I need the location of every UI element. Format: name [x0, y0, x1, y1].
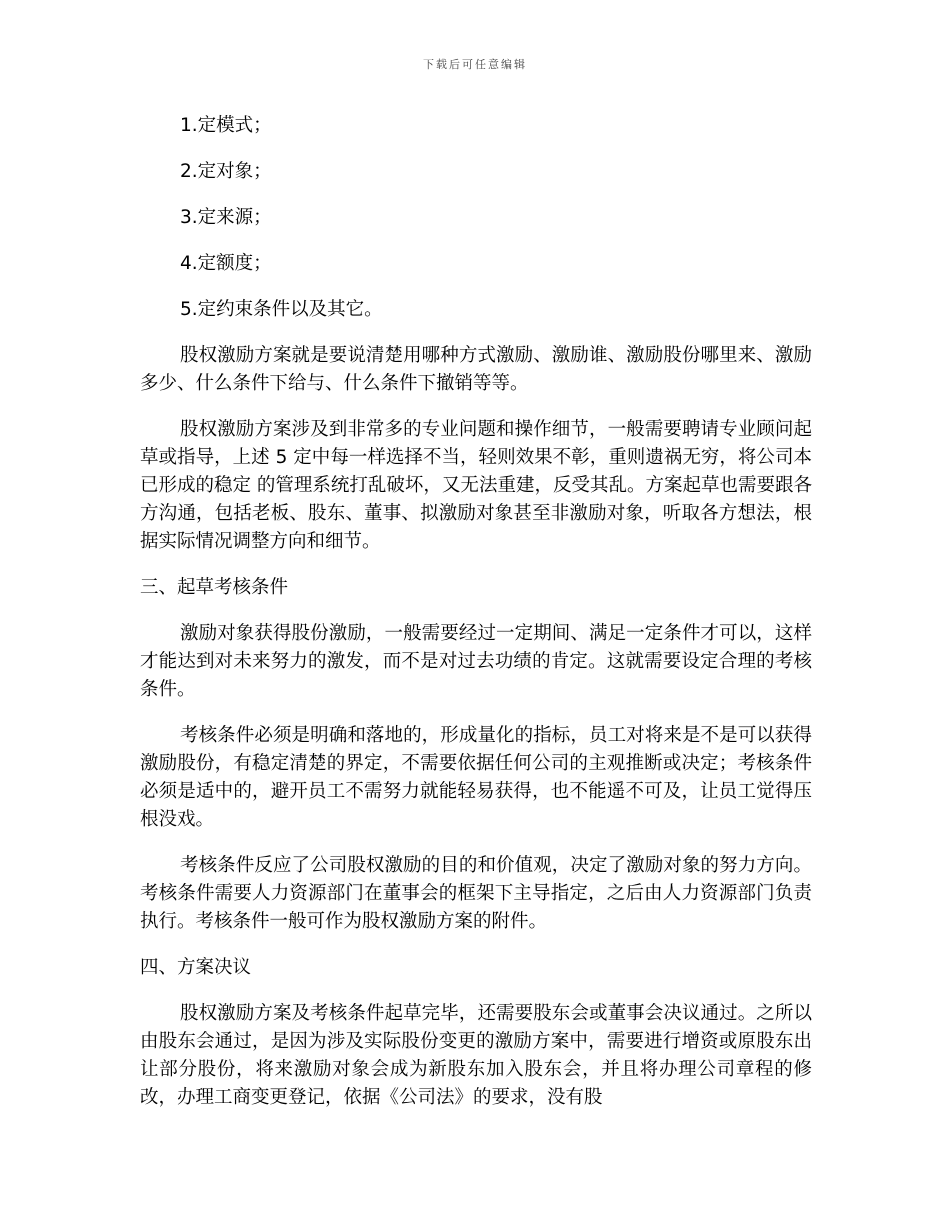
list-item: 3.定来源； [180, 207, 272, 228]
paragraph-assessment-intro: 激励对象获得股份激励，一般需要经过一定期间、满足一定条件才可以，这样才能达到对未来努力的激发，而不是对过去功绩的肯定。这就需要设定合理的考核条件。 [140, 623, 812, 700]
paragraph-scheme-definition: 股权激励方案就是要说清楚用哪种方式激励、激励谁、激励股份哪里来、激励多少、什么条件下给与、什么条件下撤销等等。 [140, 345, 812, 394]
section-heading-resolution: 四、方案决议 [140, 957, 252, 978]
paragraph-resolution: 股权激励方案及考核条件起草完毕，还需要股东会或董事会决议通过。之所以由股东会通过，是因为涉及实际股份变更的激励方案中，需要进行增资或原股东出让部分股份，将来激励对象会成为新股东加入股东会，并且将办理公司章程的修改，办理工商变更登记，依据《公司法》的要求，没有股 [140, 1003, 812, 1108]
list-item: 1.定模式； [180, 115, 272, 136]
document-body [140, 112, 812, 1130]
list-item: 2.定对象； [180, 161, 272, 182]
list-item: 5.定约束条件以及其它。 [180, 299, 383, 320]
section-heading-assessment: 三、起草考核条件 [140, 577, 289, 598]
paragraph-assessment-purpose: 考核条件反应了公司股权激励的目的和价值观，决定了激励对象的努力方向。考核条件需要人力资源部门在董事会的框架下主导指定，之后由人力资源部门负责执行。考核条件一般可作为股权激励方案的附件。 [140, 855, 812, 932]
paragraph-assessment-requirements: 考核条件必须是明确和落地的，形成量化的指标，员工对将来是不是可以获得激励股份，有稳定清楚的界定，不需要依据任何公司的主观推断或决定；考核条件必须是适中的，避开员工不需努力就能轻易获得，也不能遥不可及，让员工觉得压根没戏。 [140, 725, 812, 830]
page-header: 下载后可任意编辑 [423, 58, 527, 71]
list-item: 4.定额度； [180, 253, 272, 274]
paragraph-scheme-details: 股权激励方案涉及到非常多的专业问题和操作细节，一般需要聘请专业顾问起草或指导，上述 5 定中每一样选择不当，轻则效果不彰，重则遗祸无穷，将公司本已形成的稳定 的管理系统打乱破坏，又无法重建，反受其乱。方案起草也需要跟各方沟通，包括老板、股东、董事、拟激励对象甚至非激励对象，听取各方想法，根据实际情况调整方向和细节。 [140, 419, 812, 552]
